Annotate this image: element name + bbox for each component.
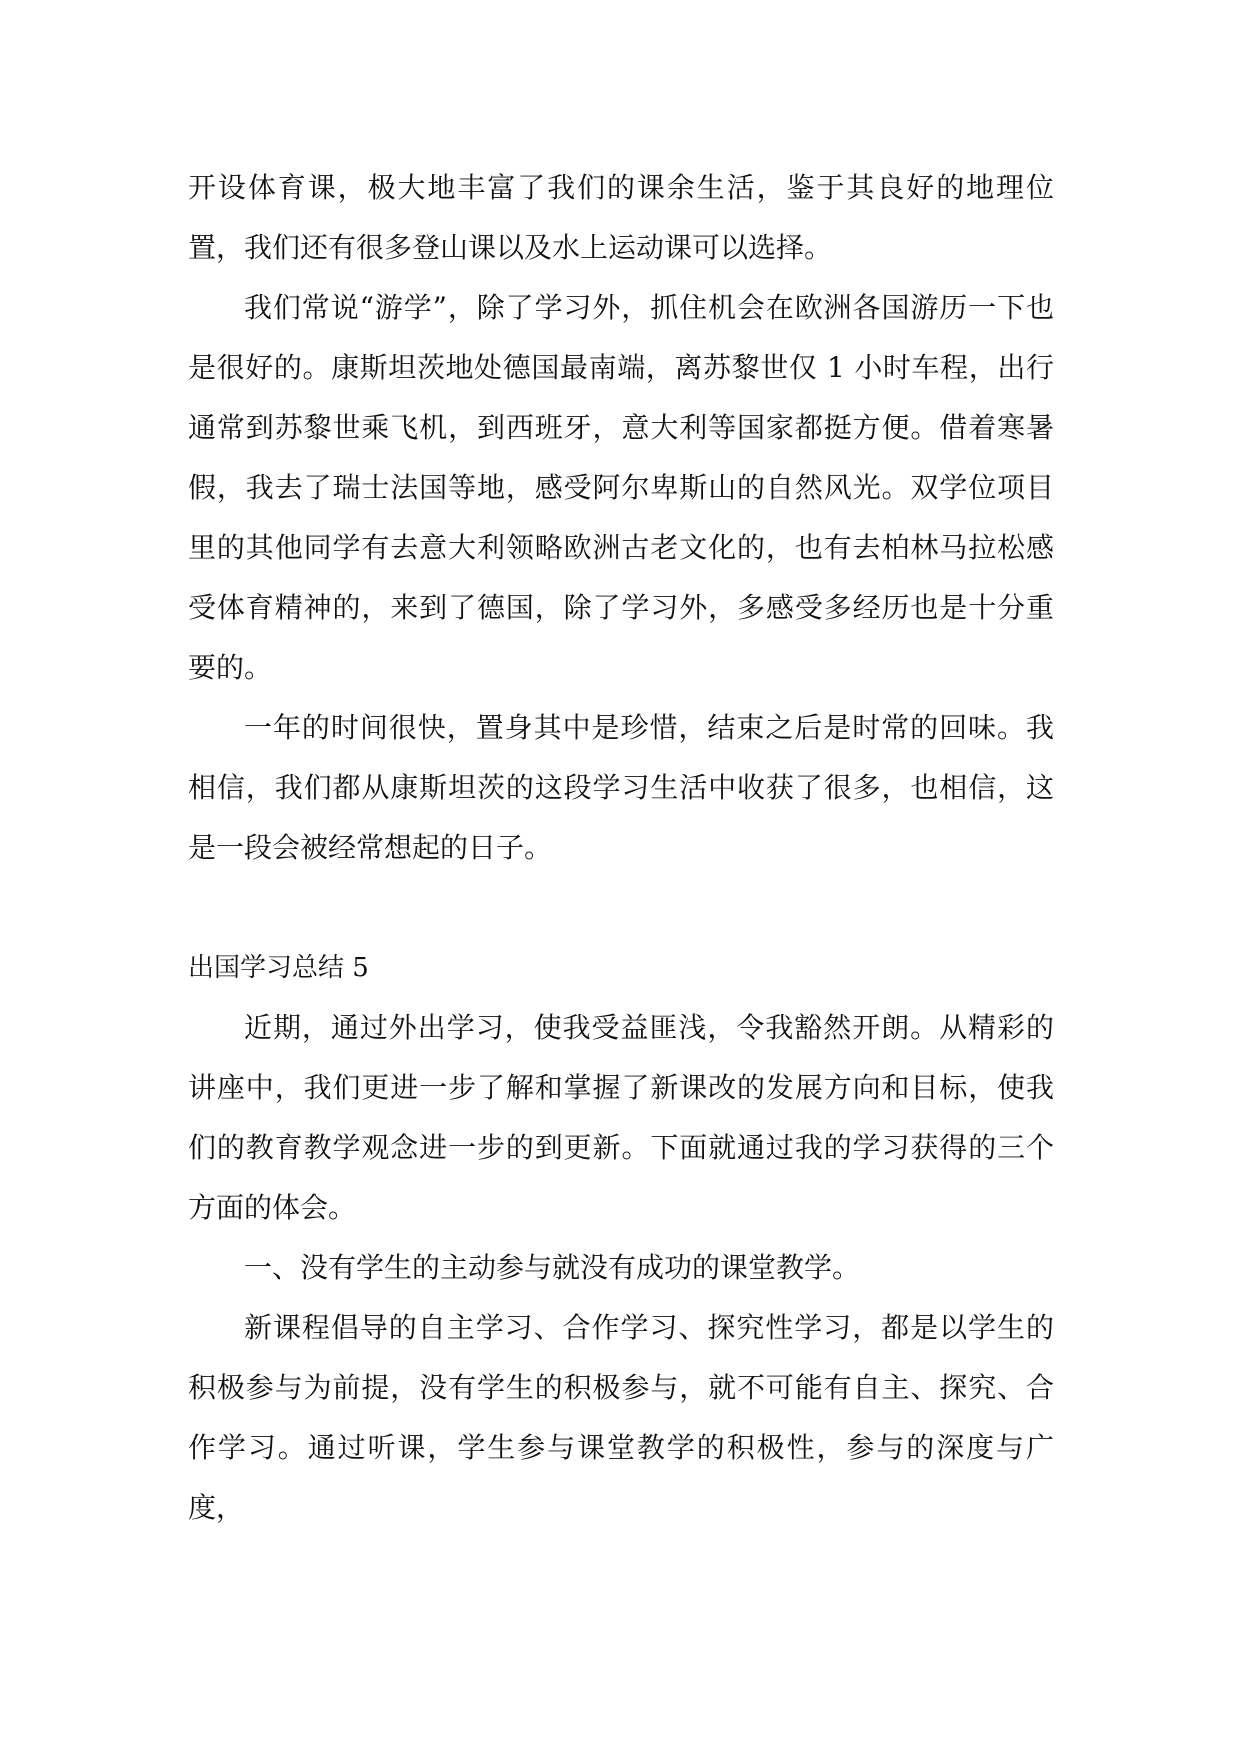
paragraph-1: 开设体育课，极大地丰富了我们的课余生活，鉴于其良好的地理位置，我们还有很多登山课以及水上运动课可以选择。 xyxy=(188,171,1054,264)
section-spacer xyxy=(188,878,1054,938)
paragraph-5: 一、没有学生的主动参与就没有成功的课堂教学。 xyxy=(244,1251,861,1284)
paragraph-4: 近期，通过外出学习，使我受益匪浅，令我豁然开朗。从精彩的讲座中，我们更进一步了解和掌握了新课改的发展方向和目标，使我们的教育教学观念进一步的到更新。下面就通过我的学习获得的三个方面的体会。 xyxy=(188,1011,1054,1224)
document-body xyxy=(188,158,1054,1538)
paragraph-2: 我们常说“游学”，除了学习外，抓住机会在欧洲各国游历一下也是很好的。康斯坦茨地处德国最南端，离苏黎世仅 1 小时车程，出行通常到苏黎世乘飞机，到西班牙，意大利等国家都挺方便。借着寒暑假，我去了瑞士法国等地，感受阿尔卑斯山的自然风光。双学位项目里的其他同学有去意大利领略欧洲古老文化的，也有去柏林马拉松感受体育精神的，来到了德国，除了学习外，多感受多经历也是十分重要的。 xyxy=(188,291,1054,684)
paragraph-3: 一年的时间很快，置身其中是珍惜，结束之后是时常的回味。我相信，我们都从康斯坦茨的这段学习生活中收获了很多，也相信，这是一段会被经常想起的日子。 xyxy=(188,711,1054,864)
section-title: 出国学习总结 5 xyxy=(188,953,369,983)
paragraph-6: 新课程倡导的自主学习、合作学习、探究性学习，都是以学生的积极参与为前提，没有学生的积极参与，就不可能有自主、探究、合作学习。通过听课，学生参与课堂教学的积极性，参与的深度与广度， xyxy=(188,1311,1054,1524)
